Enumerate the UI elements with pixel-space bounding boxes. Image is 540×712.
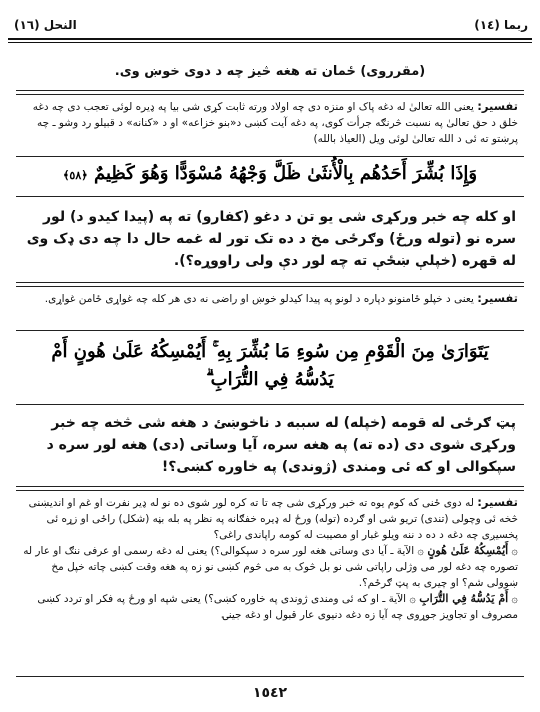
section-divider bbox=[16, 156, 524, 157]
verse-text: وَإِذَا بُشِّرَ أَحَدُهُم بِالْأُنثَىٰ ظَلَّ وَجْهُهُ مُسْوَدًّا وَهُوَ كَظِيمٌ bbox=[93, 163, 478, 184]
quran-tafseer-page bbox=[8, 8, 532, 704]
header-juz-label: ربما (١٤) bbox=[474, 18, 528, 32]
verse-line-2: يَدُسُّهُ فِي التُّرَابِ ۗ bbox=[206, 369, 334, 390]
verse-ornament-icon: ۞ bbox=[417, 544, 424, 557]
tafseer-text: الآیة ـ آیا دی وساتی هغه لور سره د سپکوالی؟) یعنی له دغه رسمی او عرفی ننګ او عار له تصوره چه دغه لور می وژلی راپاتی شی نو بل څوک به می څوم کښی نو زه په هغه وقت کښی چاته خپل مخ ښوولی شم؟ او چیری به پټ ګرځم؟. bbox=[23, 545, 518, 589]
tafseer-label: تفسیر: bbox=[477, 495, 518, 509]
tafseer-paragraph-3 bbox=[22, 494, 518, 623]
section-divider bbox=[16, 404, 524, 405]
section-divider bbox=[16, 330, 524, 331]
tafseer-label: تفسیر: bbox=[477, 291, 518, 305]
top-translation-line: (مقرروی) ځمان ته هغه څیز چه د دوی خوښ وی. bbox=[114, 64, 426, 79]
header-rule-thin bbox=[8, 42, 532, 43]
tafseer-label: تفسیر: bbox=[477, 99, 518, 113]
translation-paragraph-1: او کله چه خبر ورکړی شی یو تن د دغو (کفارو) ته په (پیدا کیدو د) لور سره نو (توله ورځ) وګرځی مخ د ده تک تور له غمه حال دا چه دی ډک وی له قهره (خپلې ښځې ته چه لور دې ولی راووړه؟). bbox=[26, 209, 516, 269]
quran-verse-2 bbox=[38, 338, 502, 394]
verse-ornament-icon: ۞ bbox=[511, 592, 518, 605]
header-rule bbox=[8, 38, 532, 40]
verse-number: ﴿٥٨﴾ bbox=[62, 169, 88, 182]
verse-line-1: يَتَوَارَىٰ مِنَ الْقَوْمِ مِن سُوءِ مَا بُشِّرَ بِهِ ۚ أَيُمْسِكُهُ عَلَىٰ هُونٍ أَمْ bbox=[51, 341, 489, 362]
tafseer-text: الآیة ـ او که ئی ومندی ژوندی په خاوره کښی؟) یعنی شپه او ورځ په فکر او تردد کښی مصروف او تجاویز جوړوی چه آیا زه دغه دنیوی عار قبول او دغه جینۍ bbox=[37, 593, 518, 621]
verse-ornament-icon: ۞ bbox=[409, 592, 416, 605]
quran-verse-1 bbox=[38, 160, 502, 190]
section-divider bbox=[16, 486, 524, 491]
tafseer-paragraph-2 bbox=[22, 290, 518, 307]
inline-verse-ref-2: أَمْ يَدُسُّهُ فِي التُّرَابِ bbox=[419, 592, 509, 605]
tafseer-paragraph-1 bbox=[22, 98, 518, 147]
tafseer-text: یعنی الله تعالیٰ له دغه پاک او منزه دی چه اولاد ورته ثابت کړی شی بیا په ډیره لوئی تعجب دی چه دغه خلق د حق تعالیٰ په نسبت څرنګه جرأت کوی، په دغه آیت کښی د«بنو خزاعه» او د «کنانه» د قبیلو رد وشو ـ چه پرښتو ته ئی د الله تعالیٰ لوئی ویل (العیاذ بالله) bbox=[32, 101, 518, 145]
section-divider bbox=[16, 90, 524, 95]
section-divider bbox=[16, 196, 524, 197]
header-surah-label: النحل (١٦) bbox=[14, 18, 77, 32]
page-number: ١٥٤٢ bbox=[252, 685, 288, 701]
section-divider bbox=[16, 282, 524, 287]
page-header bbox=[8, 8, 532, 54]
footer-rule bbox=[16, 676, 524, 677]
translation-paragraph-2: پټ ګرځی له قومه (خپله) له سببه د ناخوښئ د هغه شی څخه چه خبر ورکړی شوی دی (ده ته) په هغه سره، آیا وساتی (دی) هغه لور سره د سپکوالی او که ئی ومندی (ژوندی) په خاوره کښی؟! bbox=[46, 415, 516, 475]
tafseer-text: له دوی ځنی که کوم یوه ته خبر ورکړی شی چه تا ته کره لور شوی ده نو له ډیر نفرت او غم او اندیښنی څخه ئی وچولی (تندی) تریو شی او ګرده (توله) ورځ له ډیره خفګانه په نظر په بله بڼه (شکل) راځی او زړه ئی پخسیږی چه دغه د ده د ننه ویلو غبار او مصیبت له کومه راپاندی راغی؟ bbox=[28, 497, 518, 541]
verse-ornament-icon: ۞ bbox=[511, 544, 518, 557]
tafseer-text: یعنی د خپلو ځامنونو دپاره د لونو په پیدا کیدلو خوښ او راضی نه دی هر کله چه غواړی ځامن غواړی. bbox=[44, 293, 474, 305]
inline-verse-ref-1: أَيُمْسِكُهُ عَلَىٰ هُونٍ bbox=[427, 544, 509, 557]
